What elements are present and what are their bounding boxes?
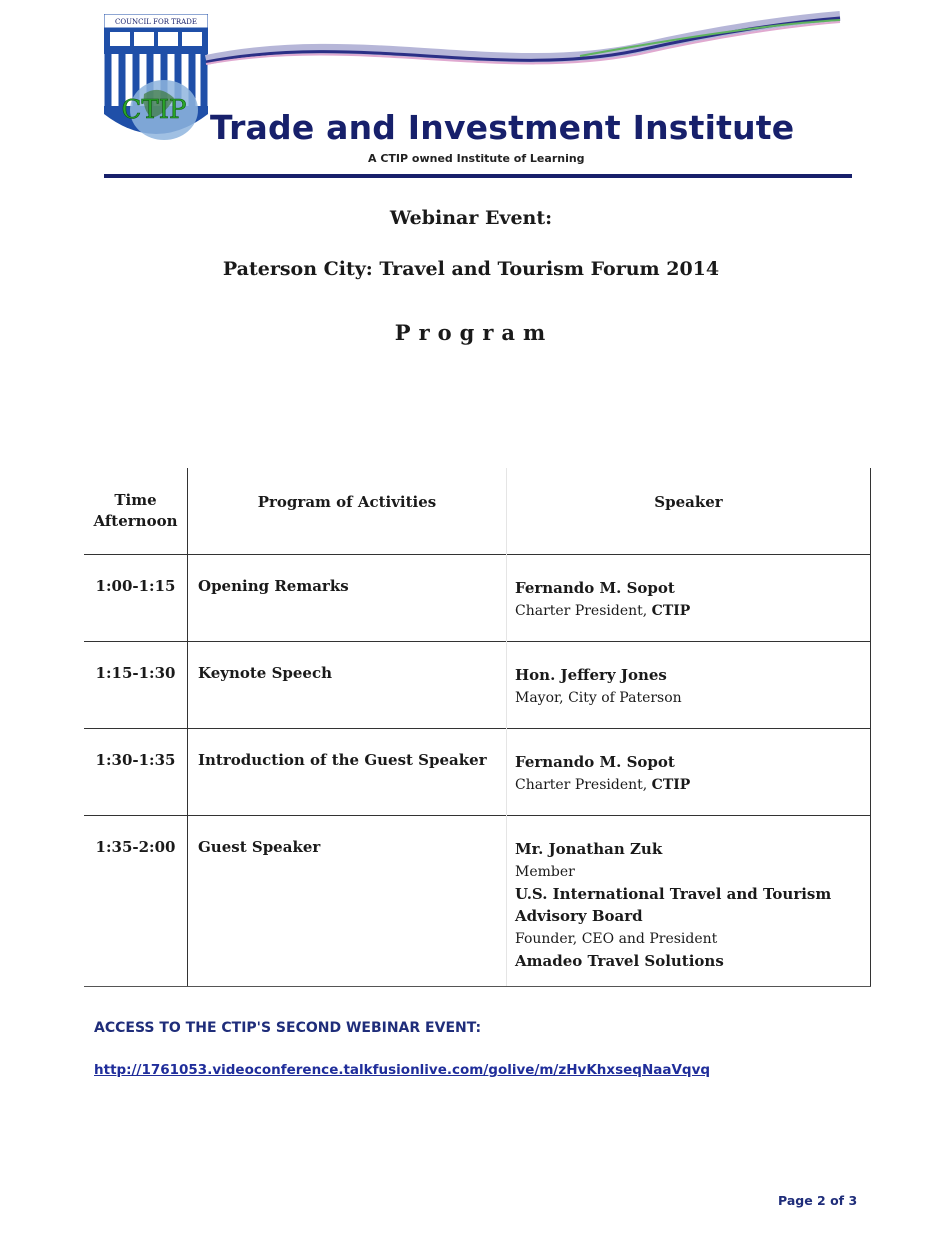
row-activity: Introduction of the Guest Speaker (198, 751, 487, 769)
table-row (84, 555, 871, 642)
speaker-role-2: Founder, CEO and President (515, 931, 718, 947)
row-time: 1:30-1:35 (95, 751, 176, 769)
speaker-role: Charter President, (515, 777, 652, 793)
table-row (84, 642, 871, 729)
row-activity: Opening Remarks (198, 577, 349, 595)
time-header-line2: Afternoon (93, 512, 178, 530)
row-activity: Guest Speaker (198, 838, 321, 856)
access-label: ACCESS TO THE CTIP'S SECOND WEBINAR EVENT: (94, 1020, 482, 1036)
row-time: 1:00-1:15 (95, 577, 176, 595)
table-header-row (84, 468, 871, 555)
table-row (84, 816, 871, 987)
row-speaker (507, 555, 870, 622)
logo-acronym: CTIP (121, 95, 187, 125)
institute-subtitle: A CTIP owned Institute of Learning (368, 152, 585, 165)
event-name: Paterson City: Travel and Tourism Forum 2014 (222, 258, 720, 280)
speaker-org: U.S. International Travel and Tourism Advisory Board (515, 885, 832, 925)
program-label: Program (394, 320, 554, 345)
activities-header: Program of Activities (257, 493, 437, 511)
speaker-role: Mayor, City of Paterson (515, 690, 682, 706)
decorative-swoosh (200, 8, 845, 78)
webinar-link[interactable]: http://1761053.videoconference.talkfusionlive.com/golive/m/zHvKhxseqNaaVqvq (94, 1062, 711, 1078)
logo-top-text: COUNCIL FOR TRADE (115, 18, 197, 26)
speaker-header: Speaker (654, 493, 723, 511)
row-speaker (507, 816, 870, 972)
speaker-name: Fernando M. Sopot (515, 579, 675, 597)
row-time: 1:15-1:30 (95, 664, 176, 682)
speaker-role: Member (515, 864, 575, 880)
institute-title: Trade and Investment Institute (210, 108, 795, 147)
speaker-org: CTIP (651, 603, 691, 619)
time-header-line1: Time (114, 491, 157, 509)
event-heading: Webinar Event: (389, 207, 553, 229)
program-table (84, 468, 871, 987)
letterhead (0, 0, 942, 190)
speaker-org: CTIP (651, 777, 691, 793)
speaker-name: Hon. Jeffery Jones (515, 666, 667, 684)
row-activity: Keynote Speech (198, 664, 333, 682)
header-rule (104, 174, 852, 178)
row-speaker (507, 642, 870, 709)
speaker-role: Charter President, (515, 603, 652, 619)
table-row (84, 729, 871, 816)
time-header (84, 468, 187, 532)
row-time: 1:35-2:00 (95, 838, 176, 856)
speaker-org-2: Amadeo Travel Solutions (515, 952, 724, 970)
page-number: Page 2 of 3 (778, 1193, 858, 1208)
row-speaker (507, 729, 870, 796)
speaker-name: Mr. Jonathan Zuk (515, 840, 663, 858)
ctip-logo (104, 14, 208, 142)
speaker-name: Fernando M. Sopot (515, 753, 675, 771)
